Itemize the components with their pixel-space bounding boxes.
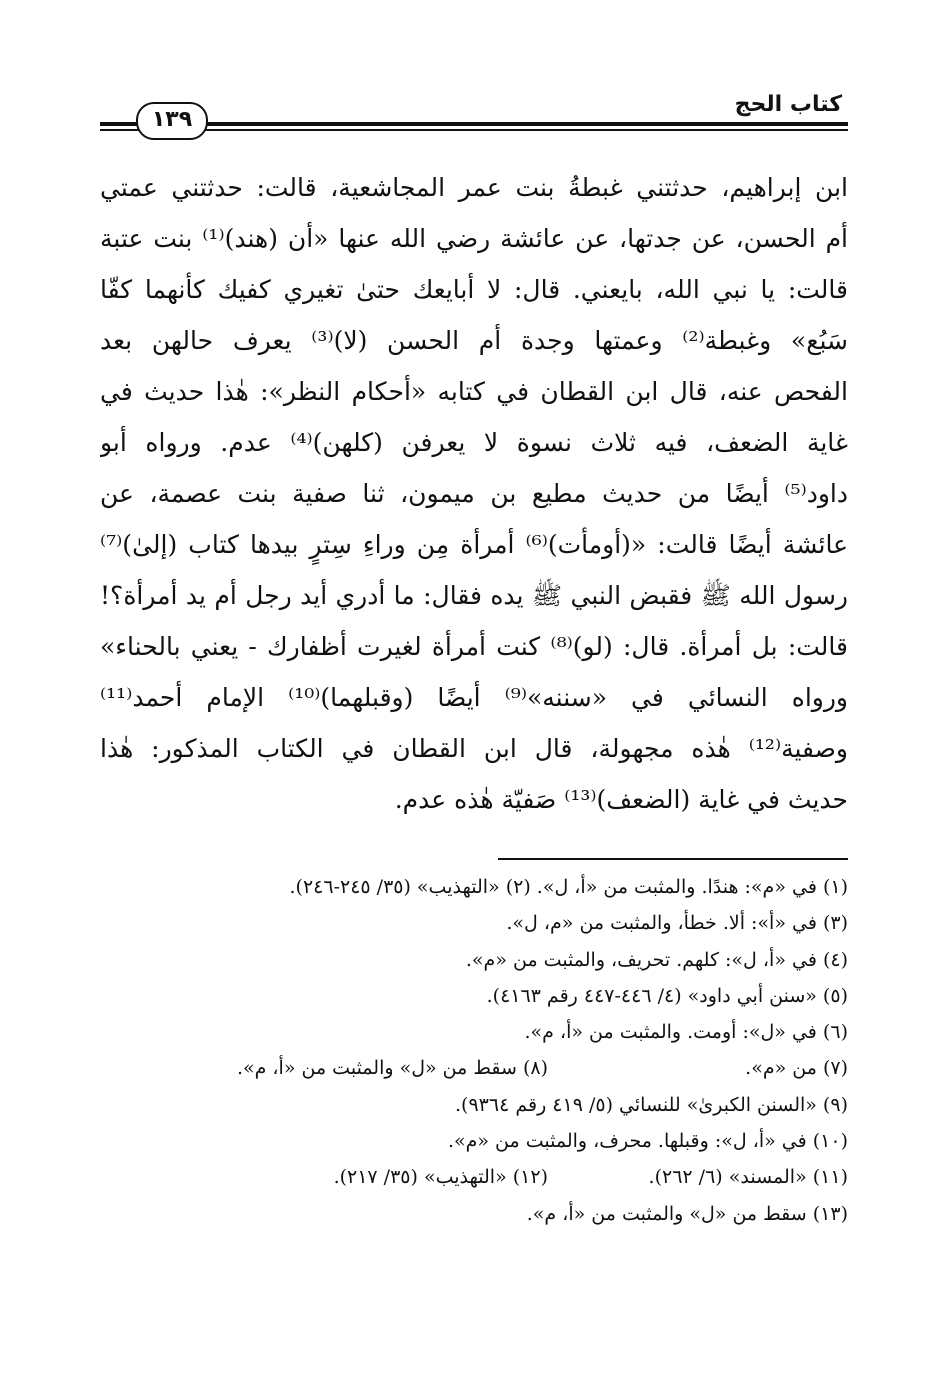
text-line: أم الحسن، عن جدتها، عن عائشة رضي الله عنها «أن (هند)⁽¹⁾ بنت عتبة — [100, 224, 848, 253]
main-text — [100, 168, 848, 831]
footnote-3: (٣) في «أ»: ألا. خطأ، والمثبت من «م، ل». — [506, 912, 848, 935]
footnote-10: (١٠) في «أ، ل»: وقبلها. محرف، والمثبت من «م». — [447, 1130, 848, 1153]
footnotes — [100, 871, 848, 1234]
text-line: وصفية⁽¹²⁾ هٰذه مجهولة، قال ابن القطان في الكتاب المذكور: هٰذا — [100, 734, 848, 763]
footnote-5: (٥) «سنن أبي داود» (٤/ ٤٤٦-٤٤٧ رقم ٤١٦٣). — [486, 984, 848, 1007]
footnote-6: (٦) في «ل»: أومت. والمثبت من «أ، م». — [524, 1021, 848, 1044]
chapter-title: كتاب الحج — [734, 92, 842, 117]
text-line: سَبُع» وغبطة⁽²⁾ وعمتها وجدة أم الحسن (لا)⁽³⁾ يعرف حالهن بعد — [100, 326, 848, 355]
footnote-1-2: (١) في «م»: هندًا. والمثبت من «أ، ل». (٢) «التهذيب» (٣٥/ ٢٤٥-٢٤٦). — [289, 876, 848, 898]
footnote-12: (١٢) «التهذيب» (٣٥/ ٢١٧). — [333, 1166, 548, 1189]
text-line: رسول الله ﷺ فقبض النبي ﷺ يده فقال: ما أدري أيد رجل أم يد أمرأة؟! — [100, 581, 848, 610]
text-line: داود⁽⁵⁾ أيضًا من حديث مطيع بن ميمون، ثنا صفية بنت عصمة، عن — [100, 479, 848, 508]
footnote-separator — [498, 858, 848, 860]
footnote-row-11-12 — [100, 1161, 848, 1197]
page-header — [100, 92, 848, 132]
page-number: ١٣٩ — [136, 102, 208, 140]
footnote-13: (١٣) سقط من «ل» والمثبت من «أ، م». — [526, 1202, 848, 1225]
text-line: حديث في غاية (الضعف)⁽¹³⁾ صَفيّة هٰذه عدم. — [394, 785, 848, 814]
footnote-4: (٤) في «أ، ل»: كلهم. تحريف، والمثبت من «م». — [465, 948, 848, 971]
text-line: قالت: بل أمرأة. قال: (لو)⁽⁸⁾ كنت أمرأة لغيرت أظفارك - يعني بالحناء» — [100, 632, 848, 661]
text-line: غاية الضعف، فيه ثلاث نسوة لا يعرفن (كلهن)⁽⁴⁾ عدم. ورواه أبو — [100, 428, 848, 457]
text-line: ابن إبراهيم، حدثتني غبطةُ بنت عمر المجاشعية، قالت: حدثتني عمتي — [100, 173, 848, 202]
text-line: ورواه النسائي في «سننه»⁽⁹⁾ أيضًا (وقبلهما)⁽¹⁰⁾ الإمام أحمد⁽¹¹⁾ — [100, 683, 848, 712]
text-line: الفحص عنه، قال ابن القطان في كتابه «أحكام النظر»: هٰذا حديث في — [100, 377, 848, 406]
footnote-9: (٩) «السنن الكبرىٰ» للنسائي (٥/ ٤١٩ رقم ٩٣٦٤). — [455, 1093, 848, 1116]
footnote-7: (٧) من «م». — [745, 1057, 848, 1080]
header-rule-thin — [100, 129, 848, 131]
footnote-11: (١١) «المسند» (٦/ ٢٦٢). — [648, 1166, 848, 1189]
text-line: قالت: يا نبي الله، بايعني. قال: لا أبايعك حتىٰ تغيري كفيك كأنهما كفّا — [100, 275, 848, 304]
footnote-8: (٨) سقط من «ل» والمثبت من «أ، م». — [236, 1057, 548, 1080]
header-rule-thick — [100, 122, 848, 126]
text-line: عائشة أيضًا قالت: «(أومأت)⁽⁶⁾ أمرأة مِن وراءِ سِترٍ بيدها كتاب (إلىٰ)⁽⁷⁾ — [100, 530, 848, 559]
footnote-row-7-8 — [100, 1052, 848, 1088]
